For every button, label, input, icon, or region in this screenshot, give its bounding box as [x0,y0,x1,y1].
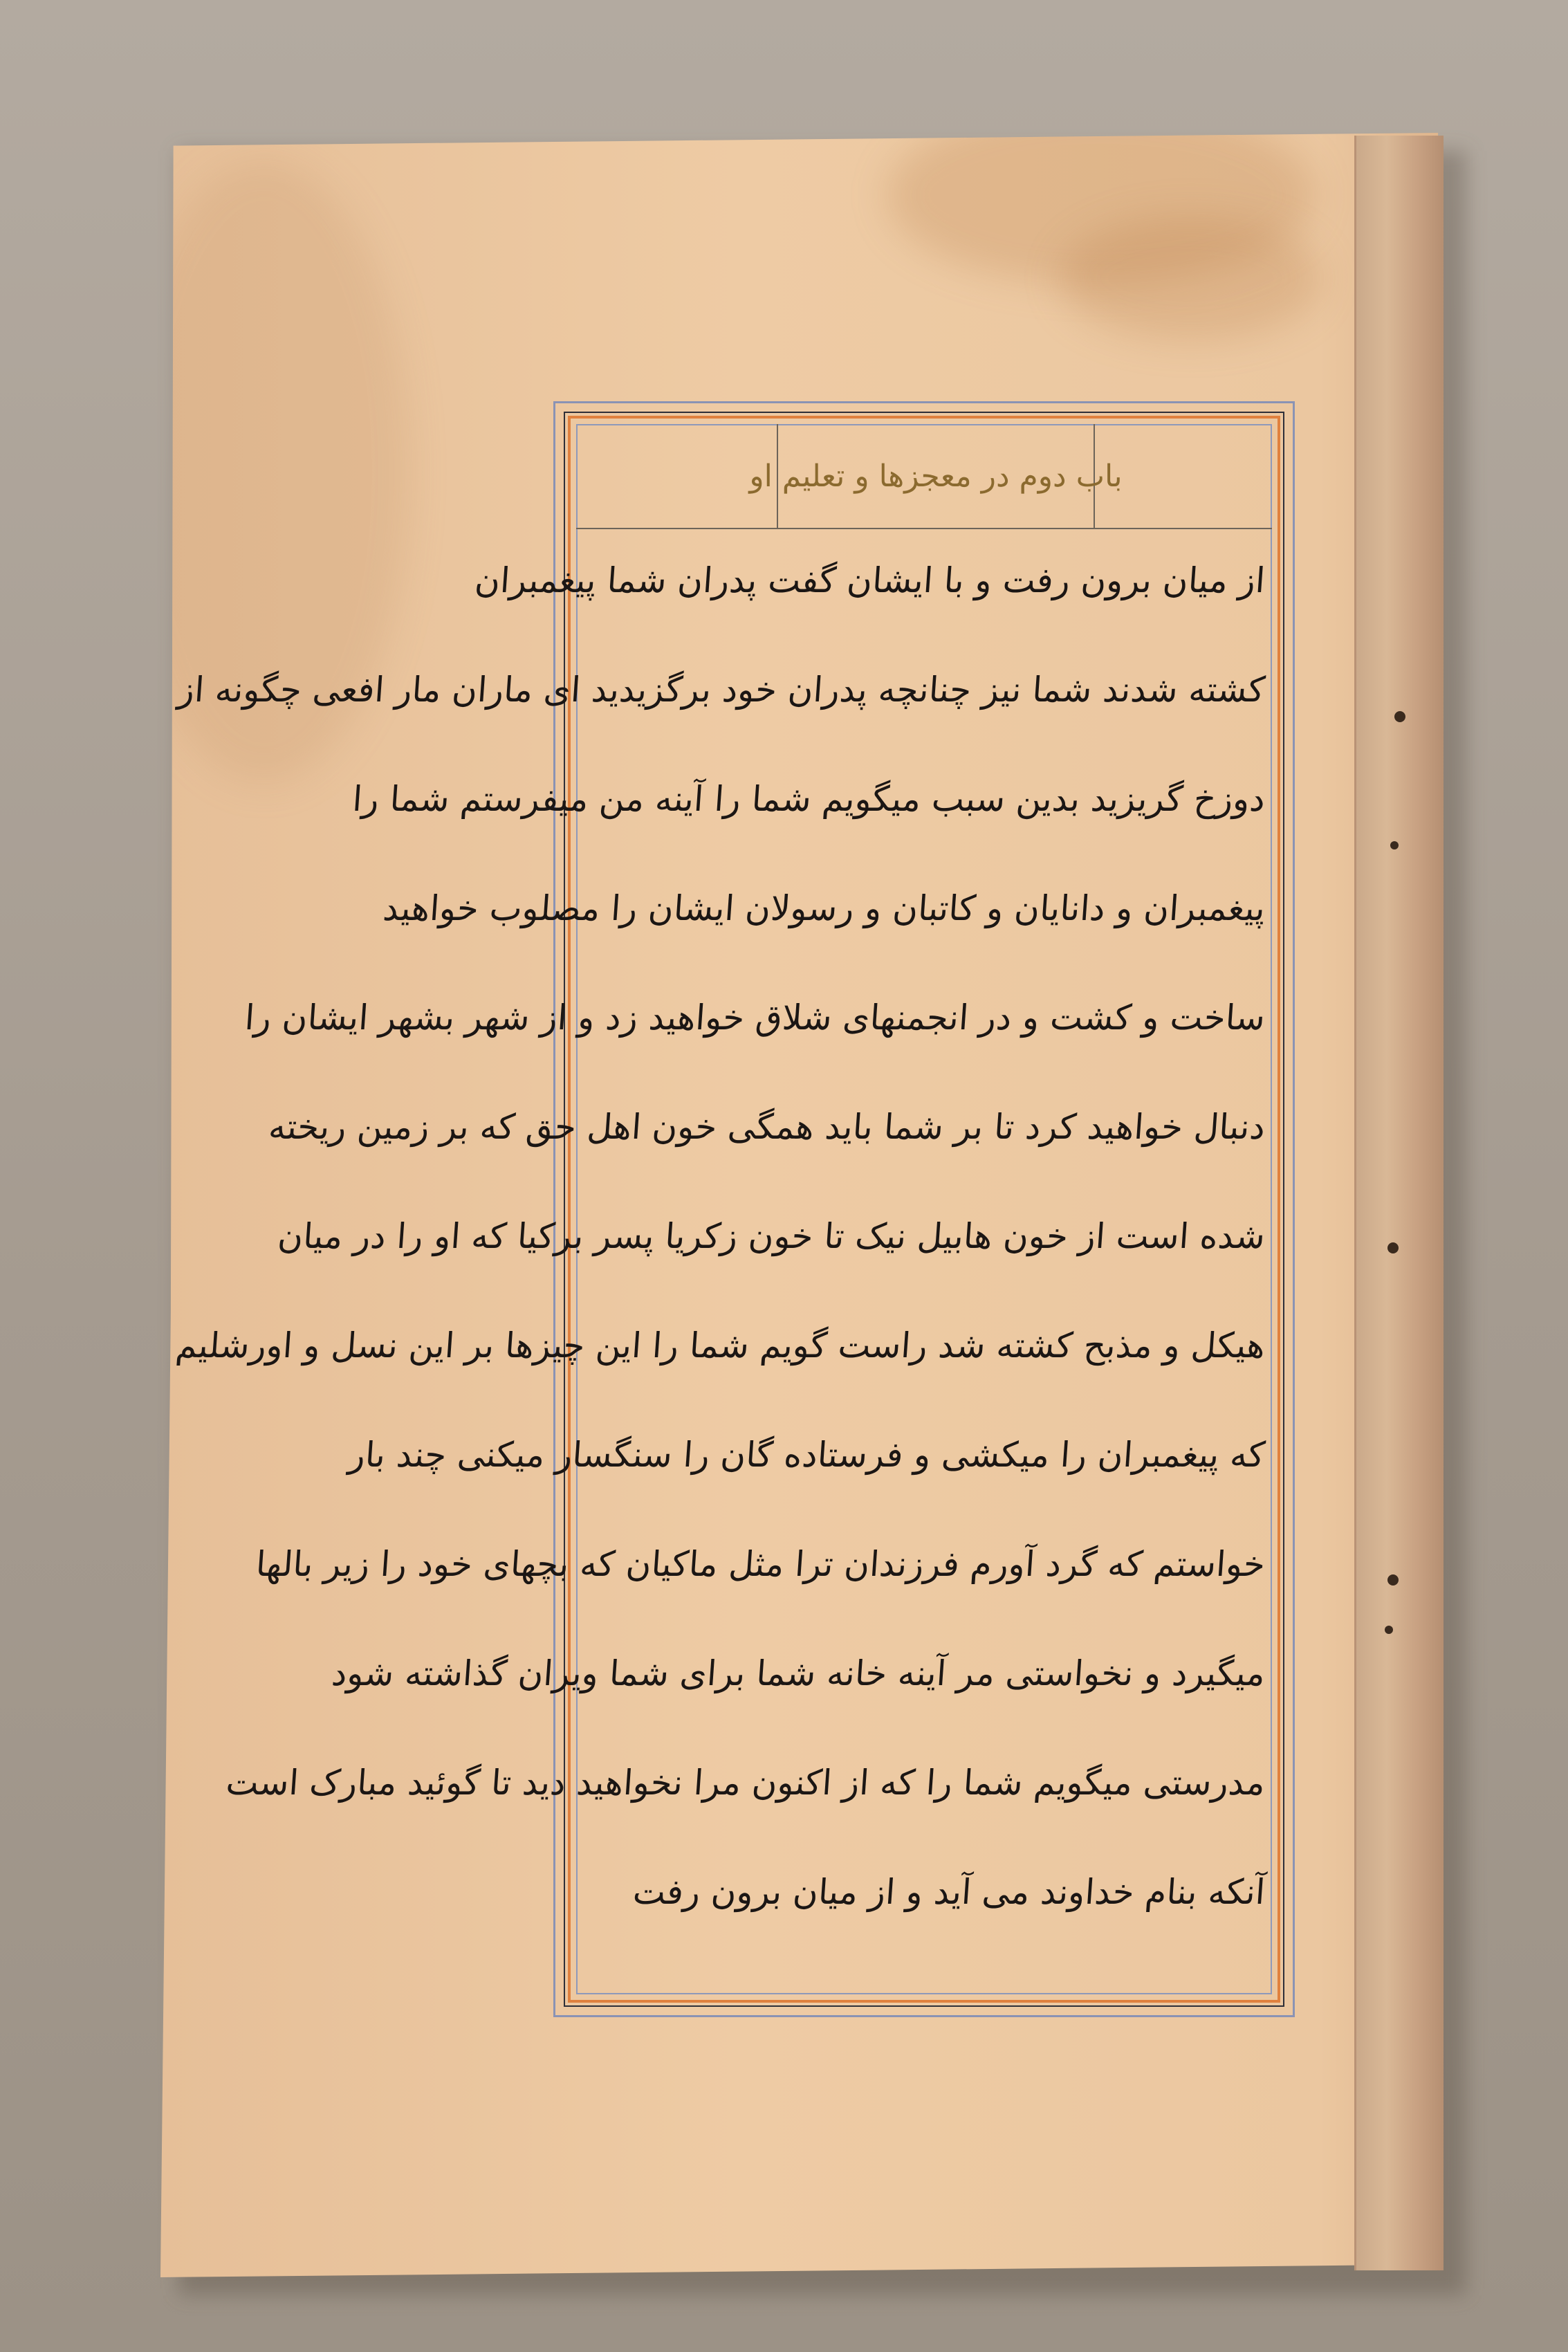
text-line: هیکل و مذبح کشته شد راست گویم شما را این چیزها بر این نسل و اورشلیم [174,1325,1267,1366]
text-frame [174,401,1295,2017]
stitch-hole [1387,1574,1399,1586]
stitch-hole [1385,1626,1393,1634]
text-line: دنبال خواهید کرد تا بر شما باید همگی خون اهل حق که بر زمین ریخته [267,1107,1267,1147]
water-stain [1060,216,1322,340]
text-line: دوزخ گریزید بدین سبب میگویم شما را آینه من میفرستم شما را [351,779,1267,819]
text-line: شده است از خون هابیل نیک تا خون زکریا پسر برکیا که او را در میان [276,1216,1267,1256]
text-line: پیغمبران و دانایان و کاتبان و رسولان ایشان را مصلوب خواهید [381,888,1267,928]
text-line: که پیغمبران را میکشی و فرستاده گان را سنگسار میکنی چند بار [347,1435,1267,1475]
text-line: آنکه بنام خداوند می آید و از میان برون رفت [631,1872,1267,1912]
text-line: خواستم که گرد آورم فرزندان ترا مثل ماکیان که بچهای خود را زیر بالها [255,1544,1267,1584]
text-line: از میان برون رفت و با ایشان گفت پدران شما پیغمبران [473,560,1267,600]
stitch-hole [1394,711,1405,722]
header-row [576,424,1272,529]
text-line: میگیرد و نخواستی مر آینه خانه شما برای شما ویران گذاشته شود [330,1653,1267,1693]
stitch-hole [1387,1242,1399,1253]
stitch-hole [1390,841,1399,849]
chapter-heading: باب دوم در معجزها و تعلیم او [749,458,1123,494]
chapter-cartouche [749,424,1123,528]
text-line: کشته شدند شما نیز چنانچه پدران خود برگزیدید ای ماران مار افعی چگونه از [176,670,1267,710]
text-block [174,542,1267,1981]
text-line: ساخت و کشت و در انجمنهای شلاق خواهید زد و از شهر بشهر ایشان را [243,998,1267,1038]
text-line: مدرستی میگویم شما را که از اکنون مرا نخواهید دید تا گوئید مبارک است [224,1763,1267,1803]
binding-edge [1354,136,1444,2270]
